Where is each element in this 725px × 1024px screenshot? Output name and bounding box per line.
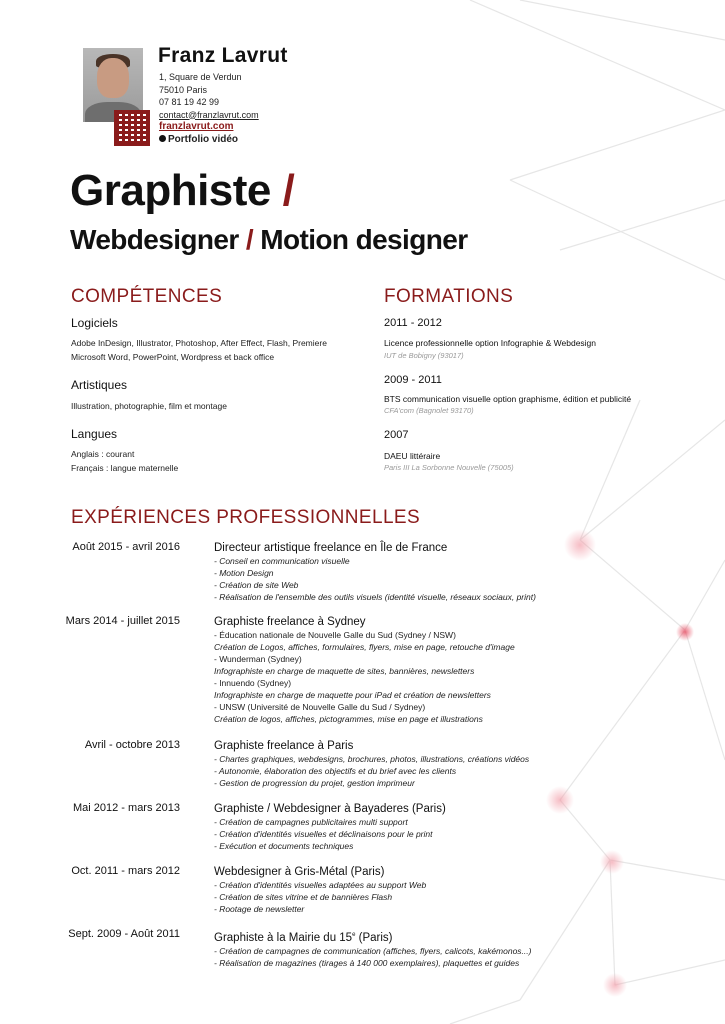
experience-line: - Wunderman (Sydney) [214, 654, 302, 664]
experience-dates: Avril - octobre 2013 [84, 739, 180, 751]
job-title-main: Graphiste [70, 166, 271, 215]
experience-title-sup: e [352, 932, 356, 938]
formations-heading: FORMATIONS [384, 286, 514, 307]
formation-years: 2011 - 2012 [384, 317, 442, 329]
experience-line: - Réalisation de magazines (tirages à 140 000 exemplaires), plaquettes et guides [214, 957, 520, 968]
formation-school: IUT de Bobigny (93017) [384, 351, 464, 360]
experience-line: Création de logos, affiches, pictogrammes, mise en page et illustrations [214, 714, 483, 724]
experience-entry [214, 928, 714, 969]
play-icon [159, 135, 166, 142]
experience-line: - Création de site Web [214, 580, 299, 590]
artistiques-line: Illustration, photographie, film et montage [71, 401, 227, 411]
experience-line: - Éducation nationale de Nouvelle Galle du Sud (Sydney / NSW) [214, 630, 456, 640]
experience-line: - Création de campagnes publicitaires multi support [214, 817, 408, 827]
logiciels-list [71, 336, 327, 364]
experience-line: - Création d'identités visuelles adaptées au support Web [214, 880, 427, 890]
portfolio-video-link[interactable] [159, 134, 259, 147]
logiciels-line: Adobe InDesign, Illustrator, Photoshop, After Effect, Flash, Premiere [71, 338, 327, 348]
artistiques-list [71, 399, 227, 413]
experience-line: - Autonomie, élaboration des objectifs et du brief avec les clients [214, 766, 457, 776]
experience-line: - Création de campagnes de communication (affiches, flyers, calicots, kakémonos...) [214, 945, 532, 956]
formation-degree: Licence professionnelle option Infographie & Webdesign [384, 338, 597, 348]
job-title-motion: Motion designer [260, 224, 468, 255]
experience-line: Infographiste en charge de maquette de sites, bannières, newsletters [214, 666, 475, 676]
experience-entry [214, 615, 714, 725]
email-link[interactable]: contact@franzlavrut.com [159, 109, 259, 120]
artistiques-label: Artistiques [71, 378, 128, 392]
candidate-name: Franz Lavrut [158, 44, 288, 67]
experience-title-part: Graphiste à la Mairie du 15 [214, 931, 353, 944]
experience-line: - Rootage de newsletter [214, 904, 305, 914]
experience-entry [214, 865, 714, 915]
experience-line: - Motion Design [214, 568, 274, 578]
formation-school: CFA'com (Bagnolet 93170) [384, 406, 474, 415]
formation-degree: BTS communication visuelle option graphisme, édition et publicité [384, 394, 632, 404]
formation-school: Paris III La Sorbonne Nouvelle (75005) [384, 463, 514, 472]
experience-line: - Création d'identités visuelles et déclinaisons pour le print [214, 829, 433, 839]
website-link[interactable]: franzlavrut.com [159, 121, 234, 132]
experience-line: - Réalisation de l'ensemble des outils visuels (identité visuelle, réseaux sociaux, print) [214, 592, 536, 602]
experience-title: Webdesigner à Gris-Métal (Paris) [214, 866, 385, 878]
langues-list [71, 447, 178, 475]
job-title-webdesigner: Webdesigner [70, 224, 239, 255]
formation-degree: DAEU littéraire [384, 451, 441, 461]
experience-title: Graphiste freelance à Sydney [214, 616, 366, 628]
experience-dates: Mars 2014 - juillet 2015 [65, 615, 180, 627]
job-title-line2 [70, 224, 468, 256]
logiciels-line: Microsoft Word, PowerPoint, Wordpress et back office [71, 352, 275, 362]
portfolio-label: Portfolio vidéo [168, 133, 238, 145]
experience-line: - Innuendo (Sydney) [214, 678, 292, 688]
experience-dates: Mai 2012 - mars 2013 [73, 802, 180, 814]
address-line2: 75010 Paris [159, 84, 208, 95]
competences-heading: COMPÉTENCES [71, 286, 223, 307]
title-slash: / [282, 166, 295, 215]
experience-line: Création de Logos, affiches, formulaires, flyers, mise en page, retouche d'image [214, 642, 515, 652]
experiences-heading: EXPÉRIENCES PROFESSIONNELLES [71, 507, 421, 528]
experience-title-part: (Paris) [355, 931, 393, 944]
experience-line: - Création de sites vitrine et de bannières Flash [214, 892, 393, 902]
formation-years: 2009 - 2011 [384, 374, 442, 386]
langues-label: Langues [71, 427, 118, 441]
langue-line: Anglais : courant [71, 449, 135, 459]
qr-code-icon[interactable] [116, 112, 148, 144]
title-slash: / [245, 224, 254, 255]
profile-photo [83, 48, 143, 122]
experience-line: - UNSW (Université de Nouvelle Galle du Sud / Sydney) [214, 702, 426, 712]
address-line1: 1, Square de Verdun [159, 72, 242, 82]
experience-dates: Sept. 2009 - Août 2011 [68, 928, 180, 940]
phone-number: 07 81 19 42 99 [159, 97, 220, 107]
experience-line: - Conseil en communication visuelle [214, 556, 350, 566]
experience-title [214, 928, 714, 945]
formation-years: 2007 [384, 429, 409, 441]
experience-title: Graphiste / Webdesigner à Bayaderes (Paris) [214, 803, 446, 815]
experience-line: - Chartes graphiques, webdesigns, brochures, photos, illustrations, créations vidéos [214, 754, 530, 764]
contact-block [159, 71, 259, 146]
experience-title: Directeur artistique freelance en Île de France [214, 542, 448, 554]
experience-dates: Août 2015 - avril 2016 [72, 541, 180, 553]
experience-line: - Gestion de progression du projet, gestion imprimeur [214, 778, 415, 788]
experience-line: - Exécution et documents techniques [214, 841, 354, 851]
logiciels-label: Logiciels [71, 316, 118, 330]
experience-entry [214, 802, 714, 852]
job-title-line1 [70, 166, 294, 216]
experience-line: Infographiste en charge de maquette pour iPad et création de newsletters [214, 690, 491, 700]
experience-dates: Oct. 2011 - mars 2012 [71, 865, 180, 877]
langue-line: Français : langue maternelle [71, 463, 179, 473]
experience-entry [214, 541, 714, 603]
experience-entry [214, 739, 714, 789]
experience-title: Graphiste freelance à Paris [214, 740, 354, 752]
